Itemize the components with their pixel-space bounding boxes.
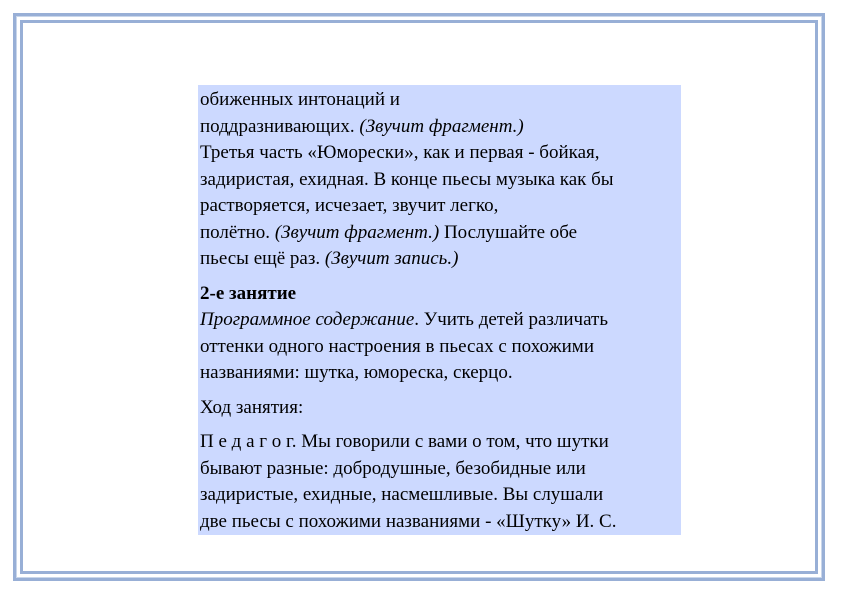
text-line xyxy=(200,87,679,114)
italic-text: Программное содержание xyxy=(200,309,415,330)
bold-text: 2-е занятие xyxy=(200,282,297,304)
text-line xyxy=(200,281,679,308)
text-line xyxy=(200,114,679,141)
text-segment: . Учить детей различать xyxy=(414,309,608,330)
text-line xyxy=(200,167,679,194)
text-line xyxy=(200,395,679,422)
text-line xyxy=(200,220,679,247)
text-line xyxy=(200,140,679,167)
text-segment: бывают разные: добродушные, безобидные или xyxy=(200,457,586,479)
text-line xyxy=(200,456,679,483)
text-segment: поддразнивающих. xyxy=(200,115,360,137)
text-line xyxy=(200,246,679,273)
text-segment: названиями: шутка, юмореска, скерцо. xyxy=(200,362,513,383)
text-segment: Послушайте обе xyxy=(439,221,578,243)
text-line xyxy=(200,482,679,509)
text-segment: задиристая, ехидная. В конце пьесы музыка как бы xyxy=(200,168,614,190)
text-segment: задиристые, ехидные, насмешливые. Вы слушали xyxy=(200,484,604,505)
text-line xyxy=(200,509,679,536)
italic-text: (Звучит фрагмент.) xyxy=(274,221,440,243)
italic-text: (Звучит фрагмент.) xyxy=(359,115,524,137)
text-segment: пьесы ещё раз. xyxy=(200,248,325,269)
italic-text: (Звучит запись.) xyxy=(324,248,459,269)
text-segment: оттенки одного настроения в пьесах с похожими xyxy=(200,335,594,357)
text-segment: Третья часть «Юморески», как и первая - бойкая, xyxy=(200,142,600,163)
text-line xyxy=(200,193,679,220)
text-segment: П е д а г о г. Мы говорили с вами о том, что шутки xyxy=(200,431,609,452)
text-line xyxy=(200,429,679,456)
text-line xyxy=(200,307,679,334)
text-segment: Ход занятия: xyxy=(200,396,304,418)
text-segment: обиженных интонаций и xyxy=(200,89,400,110)
text-segment: две пьесы с похожими названиями - «Шутку» И. С. xyxy=(200,510,617,532)
text-line xyxy=(200,334,679,361)
text-box xyxy=(198,85,681,535)
text-segment: растворяется, исчезает, звучит легко, xyxy=(200,195,499,216)
text-segment: полётно. xyxy=(200,221,275,243)
text-line xyxy=(200,360,679,387)
